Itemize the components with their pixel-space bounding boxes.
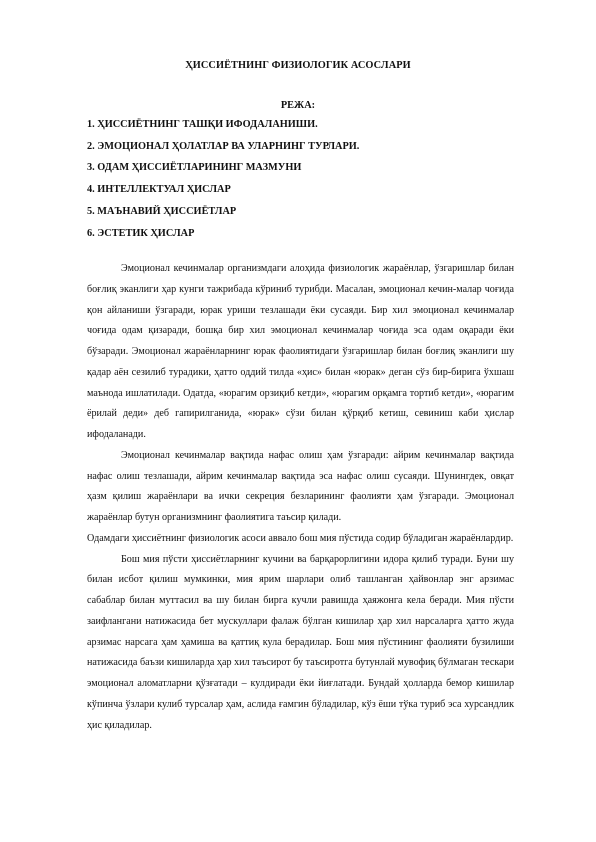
paragraph: Эмоционал кечинмалар вақтида нафас олиш ҳам ўзгаради: айрим кечинмалар вақтида нафас олиш тезлашади, айрим кечинмалар вақтида эса нафас олиш сусаяди. Шунингдек, овқат ҳазм қилиш жараёнлари ва ички секреция безларининг фаолияти ҳам ўзгаради. Эмоционал жараёнлар бутун организмнинг фаолиятига таъсир қилади. <box>87 449 514 523</box>
plan-item: 2. ЭМОЦИОНАЛ ҲОЛАТЛАР ВА УЛАРНИНГ ТУРЛАРИ. <box>87 140 360 152</box>
plan-item: 6. ЭСТЕТИК ҲИСЛАР <box>87 227 195 239</box>
plan-item: 5. МАЪНАВИЙ ҲИССИЁТЛАР <box>87 205 237 217</box>
paragraph: Эмоционал кечинмалар организмдаги алоҳида физиологик жараёнлар, ўзгаришлар билан боғлиқ эканлиги ҳар кунги тажрибада кўриниб турибди. Масалан, эмоционал кечин-малар чоғида қон айланиши ўзгаради, юрак уриши тезлашади ёки сусаяди. Бир хил эмоционал кечинмалар чоғида одам қизаради, бошқа бир хил эмоционал кечинмалар чоғида эса одам оқаради ёки бўзаради. Эмоционал жараёнларнинг юрак фаолиятидаги ўзгаришлар билан боғлиқ эканлиги шу қадар аён сезилиб турадики, ҳатто оддий тилда «ҳис» билан «юрак» деган сўз бир-бирига ўхшаш маънода ишлатилади. Одатда, «юрагим орзиқиб кетди», «юрагим орқамга тортиб кетди», «юрагим ёрилай деди» деб гапирилганида, «юрак» сўзи билан қўрқиб кетиш, севиниш каби ҳислар ифодаланади. <box>87 263 514 440</box>
plan-item: 3. ОДАМ ҲИССИЁТЛАРИНИНГ МАЗМУНИ <box>87 162 302 174</box>
body-text <box>87 259 514 736</box>
plan-heading: РЕЖА: <box>280 100 316 111</box>
plan-item: 1. ҲИССИЁТНИНГ ТАШҚИ ИФОДАЛАНИШИ. <box>87 119 318 130</box>
document-title: ҲИССИЁТНИНГ ФИЗИОЛОГИК АСОСЛАРИ <box>185 60 411 71</box>
plan-list <box>87 114 359 244</box>
paragraph: Одамдаги ҳиссиётнинг физиологик асоси аввало бош мия пўстида содир бўладиган жараёнлардир. <box>87 532 514 544</box>
plan-item: 4. ИНТЕЛЛЕКТУАЛ ҲИСЛАР <box>87 184 231 196</box>
paragraph: Бош мия пўсти ҳиссиётларнинг кучини ва барқарорлигини идора қилиб туради. Буни шу билан исбот қилиш мумкинки, мия ярим шарлари олиб ташланган ҳайвонлар энг арзимас сабаблар билан муттасил ва шу билан бирга кучли равишда ҳаяжонга кела беради. Мия пўсти заифлангани натижасида бет мускуллари фалаж бўлган кишилар ҳар хил нарсаларга ҳатто жуда арзимас нарсага ҳам ҳамиша ва қаттиқ кула берадилар. Бош мия пўстининг фаолияти бузилиши натижасида баъзи кишиларда ҳар хил таъсирот бу таъсиротга бутунлай мувофиқ бўлмаган тескари эмоционал аломатларни қўзғатади – кулдиради ёки йиғлатади. Бундай ҳолларда бемор кишилар кўпинча ўзлари кулиб турсалар ҳам, аслида ғамгин бўладилар, кўз ёши тўка туриб эса хурсандлик ҳис қиладилар. <box>87 553 514 731</box>
